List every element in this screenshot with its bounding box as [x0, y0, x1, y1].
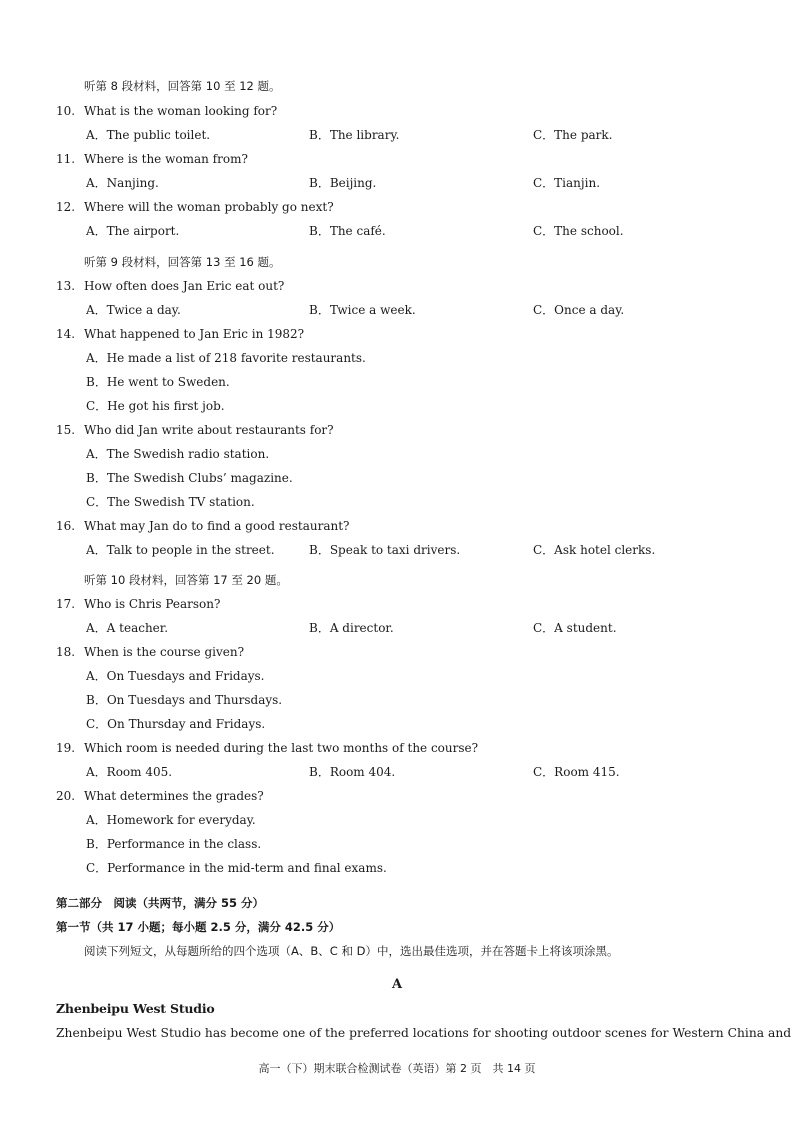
question-14-text: What happened to Jan Eric in 1982? — [84, 327, 305, 341]
question-20-option-c: C．Performance in the mid-term and final exams. — [86, 861, 387, 875]
question-19-text: Which room is needed during the last two months of the course? — [84, 741, 479, 755]
question-20-number: 20. — [56, 789, 76, 803]
question-12-option-b: B．The café. — [309, 224, 386, 238]
question-12-option-c: C．The school. — [533, 224, 624, 238]
part-2-instruction: 阅读下列短文，从每题所给的四个选项（A、B、C 和 D）中，选出最佳选项，并在答题卡上将该项涂黑。 — [84, 944, 619, 958]
question-14-option-b: B．He went to Sweden. — [86, 375, 230, 389]
question-16-option-b: B．Speak to taxi drivers. — [309, 543, 461, 557]
question-16-number: 16. — [56, 519, 76, 533]
question-19-option-a: A．Room 405. — [86, 765, 173, 779]
question-16-option-c: C．Ask hotel clerks. — [533, 543, 656, 557]
question-13-option-b: B．Twice a week. — [309, 303, 416, 317]
question-20-option-b: B．Performance in the class. — [86, 837, 262, 851]
question-10-option-c: C．The park. — [533, 128, 613, 142]
question-13-option-c: C．Once a day. — [533, 303, 625, 317]
question-11-text: Where is the woman from? — [84, 152, 248, 166]
question-16-option-a: A．Talk to people in the street. — [86, 543, 275, 557]
question-10-option-b: B．The library. — [309, 128, 400, 142]
passage-label: A — [391, 977, 403, 992]
question-10-text: What is the woman looking for? — [84, 104, 278, 118]
question-15-number: 15. — [56, 423, 76, 437]
question-11-option-c: C．Tianjin. — [533, 176, 601, 190]
question-17-number: 17. — [56, 597, 76, 611]
question-12-text: Where will the woman probably go next? — [84, 200, 334, 214]
question-13-text: How often does Jan Eric eat out? — [84, 279, 285, 293]
question-20-option-a: A．Homework for everyday. — [86, 813, 256, 827]
question-10-number: 10. — [56, 104, 76, 118]
question-12-option-a: A．The airport. — [86, 224, 180, 238]
question-16-text: What may Jan do to find a good restaurant? — [84, 519, 350, 533]
question-14-option-a: A．He made a list of 218 favorite restaurants. — [86, 351, 366, 365]
question-19-option-b: B．Room 404. — [309, 765, 396, 779]
question-20-text: What determines the grades? — [84, 789, 264, 803]
section-9-instruction: 听第 9 段材料，回答第 13 至 16 题。 — [84, 255, 281, 269]
question-17-option-b: B．A director. — [309, 621, 394, 635]
question-15-option-c: C．The Swedish TV station. — [86, 495, 255, 509]
question-11-number: 11. — [56, 152, 76, 166]
question-19-option-c: C．Room 415. — [533, 765, 620, 779]
question-19-number: 19. — [56, 741, 76, 755]
question-15-option-b: B．The Swedish Clubs’ magazine. — [86, 471, 293, 485]
part-2-heading: 第二部分 阅读（共两节，满分 55 分） — [56, 896, 265, 910]
question-14-option-c: C．He got his first job. — [86, 399, 225, 413]
page-footer: 高一（下）期末联合检测试卷（英语）第 2 页 共 14 页 — [258, 1062, 536, 1075]
question-14-number: 14. — [56, 327, 76, 341]
question-10-option-a: A．The public toilet. — [86, 128, 211, 142]
section-8-instruction: 听第 8 段材料，回答第 10 至 12 题。 — [84, 79, 281, 93]
question-13-option-a: A．Twice a day. — [86, 303, 181, 317]
question-17-text: Who is Chris Pearson? — [84, 597, 221, 611]
part-2-section-1-heading: 第一节（共 17 小题；每小题 2.5 分，满分 42.5 分） — [56, 920, 341, 934]
passage-title: Zhenbeipu West Studio — [56, 1001, 215, 1016]
question-15-text: Who did Jan write about restaurants for? — [84, 423, 334, 437]
question-11-option-b: B．Beijing. — [309, 176, 377, 190]
question-17-option-c: C．A student. — [533, 621, 617, 635]
question-18-option-c: C．On Thursday and Fridays. — [86, 717, 266, 731]
question-18-text: When is the course given? — [84, 645, 245, 659]
question-11-option-a: A．Nanjing. — [86, 176, 159, 190]
question-17-option-a: A．A teacher. — [86, 621, 169, 635]
question-13-number: 13. — [56, 279, 76, 293]
question-18-option-b: B．On Tuesdays and Thursdays. — [86, 693, 283, 707]
section-10-instruction: 听第 10 段材料，回答第 17 至 20 题。 — [84, 573, 288, 587]
question-15-option-a: A．The Swedish radio station. — [86, 447, 270, 461]
question-12-number: 12. — [56, 200, 76, 214]
question-18-number: 18. — [56, 645, 76, 659]
question-18-option-a: A．On Tuesdays and Fridays. — [86, 669, 265, 683]
passage-first-line: Zhenbeipu West Studio has become one of the preferred locations for shooting outdoor scenes for Western China and — [56, 1026, 792, 1040]
